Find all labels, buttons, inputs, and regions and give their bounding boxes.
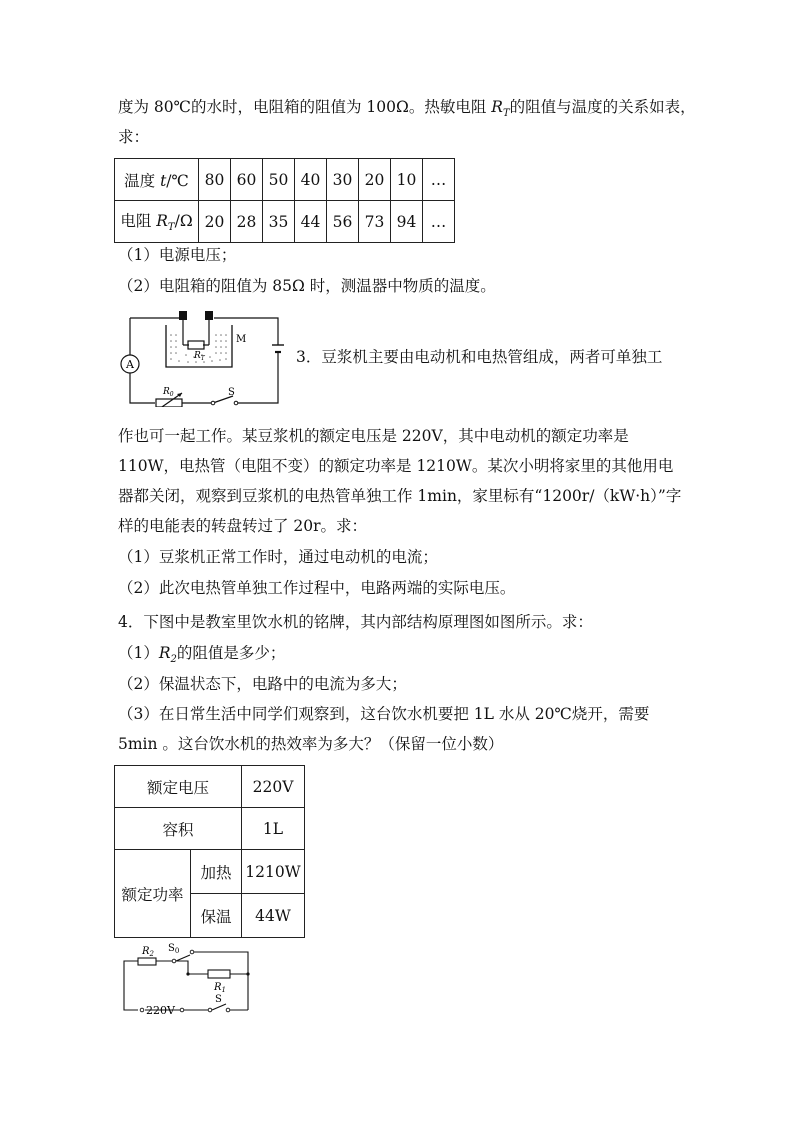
table-cell: 73 xyxy=(359,201,391,243)
q2-part2: （2）电阻箱的阻值为 85Ω 时，测温器中物质的温度。 xyxy=(118,277,496,295)
label-unit: /Ω xyxy=(174,212,193,231)
q2-part1: （1）电源电压； xyxy=(118,246,237,264)
q4-part3-line1: （3）在日常生活中同学们观察到，这台饮水机要把 1L 水从 20℃烧开，需要 xyxy=(118,705,650,723)
heating-value: 1210W xyxy=(242,850,305,894)
table-cell: 44 xyxy=(295,201,327,243)
label-var: t xyxy=(160,171,167,190)
probe-left xyxy=(179,311,187,320)
label-r2: $R_2$ xyxy=(142,946,154,958)
table-cell: 10 xyxy=(391,159,423,201)
q2-intro-line2: 求： xyxy=(118,128,150,146)
rated-voltage-label: 额定电压 xyxy=(115,766,242,808)
label-s: S xyxy=(215,994,222,1005)
table-cell: 28 xyxy=(231,201,263,243)
heating-label: 加热 xyxy=(191,850,242,894)
capacity-label: 容积 xyxy=(115,808,242,850)
table-row xyxy=(115,850,305,894)
var-sub-2: 2 xyxy=(170,654,177,666)
table-cell: 20 xyxy=(199,201,231,243)
table-row-label xyxy=(115,159,199,201)
table-cell: 56 xyxy=(327,201,359,243)
q3-line1: 3．豆浆机主要由电动机和电热管组成，两者可单独工 xyxy=(296,348,663,366)
table-cell: … xyxy=(423,201,455,243)
table-cell: 80 xyxy=(199,159,231,201)
q3-line2: 作也可一起工作。某豆浆机的额定电压是 220V，其中电动机的额定功率是 xyxy=(118,427,629,445)
label-r0: $R_0$ xyxy=(163,387,174,398)
q3-line5: 样的电能表的转盘转过了 20r。求： xyxy=(118,517,368,535)
q4-part1-text: 的阻值是多少； xyxy=(176,644,286,662)
table-row xyxy=(115,766,305,808)
q4-part3-line2: 5min 。这台饮水机的热效率为多大？（保留一位小数） xyxy=(118,735,504,753)
junction-dot xyxy=(186,972,189,975)
label-s: S xyxy=(228,387,235,398)
label-rt: $R_T$ xyxy=(194,351,205,362)
q3-line4: 器都关闭，观察到豆浆机的电热管单独工作 1min，家里标有“1200r/（kW·h）”字 xyxy=(118,487,682,505)
var-r: R xyxy=(491,98,503,116)
label-text: 温度 xyxy=(124,171,161,190)
table-cell: 30 xyxy=(327,159,359,201)
label-r1: $R_1$ xyxy=(214,982,226,994)
label-m: M xyxy=(236,334,247,345)
label-unit: /℃ xyxy=(166,171,189,190)
label-var: R xyxy=(156,212,168,231)
q2-intro-text-a: 度为 80℃的水时，电阻箱的阻值为 100Ω。热敏电阻 xyxy=(118,98,492,116)
q2-intro-line1 xyxy=(118,97,696,124)
rated-voltage-value: 220V xyxy=(242,766,305,808)
table-row-resistance xyxy=(115,201,455,243)
junction-dot xyxy=(246,972,249,975)
table-cell: 60 xyxy=(231,159,263,201)
var-sub-t: T xyxy=(502,108,510,120)
temperature-resistance-table xyxy=(114,158,455,243)
q4-part1 xyxy=(118,643,285,670)
keepwarm-value: 44W xyxy=(242,894,305,938)
probe-right xyxy=(205,311,213,320)
label-s0: $S_0$ xyxy=(168,943,180,955)
q4-line1: 4．下图中是教室里饮水机的铭牌，其内部结构原理图如图所示。求： xyxy=(118,613,593,631)
q3-part1: （1）豆浆机正常工作时，通过电动机的电流； xyxy=(118,548,438,566)
label-220v: 220V xyxy=(146,1004,175,1017)
table-cell: 50 xyxy=(263,159,295,201)
table-row xyxy=(115,808,305,850)
table-cell: 35 xyxy=(263,201,295,243)
table-row-label xyxy=(115,201,199,243)
q4-part1-num: （1） xyxy=(118,644,159,662)
water-dispenser-circuit-diagram xyxy=(116,938,256,1020)
keepwarm-label: 保温 xyxy=(191,894,242,938)
thermometer-circuit-diagram xyxy=(116,305,296,407)
table-cell: 40 xyxy=(295,159,327,201)
q2-intro-text-b: 的阻值与温度的关系如表， xyxy=(509,98,696,116)
table-cell: 94 xyxy=(391,201,423,243)
table-row-temperature xyxy=(115,159,455,201)
rated-power-label: 额定功率 xyxy=(115,850,191,938)
label-sub: T xyxy=(167,222,175,234)
nameplate-table xyxy=(114,765,305,938)
ammeter-label: A xyxy=(126,358,134,371)
q3-part2: （2）此次电热管单独工作过程中，电路两端的实际电压。 xyxy=(118,579,516,597)
var-r: R xyxy=(158,644,171,662)
label-text: 电阻 xyxy=(120,212,157,231)
q3-line3: 110W，电热管（电阻不变）的额定功率是 1210W。某次小明将家里的其他用电 xyxy=(118,457,674,475)
table-cell: 20 xyxy=(359,159,391,201)
q4-part2: （2）保温状态下，电路中的电流为多大； xyxy=(118,675,407,693)
table-cell: … xyxy=(423,159,455,201)
capacity-value: 1L xyxy=(242,808,305,850)
